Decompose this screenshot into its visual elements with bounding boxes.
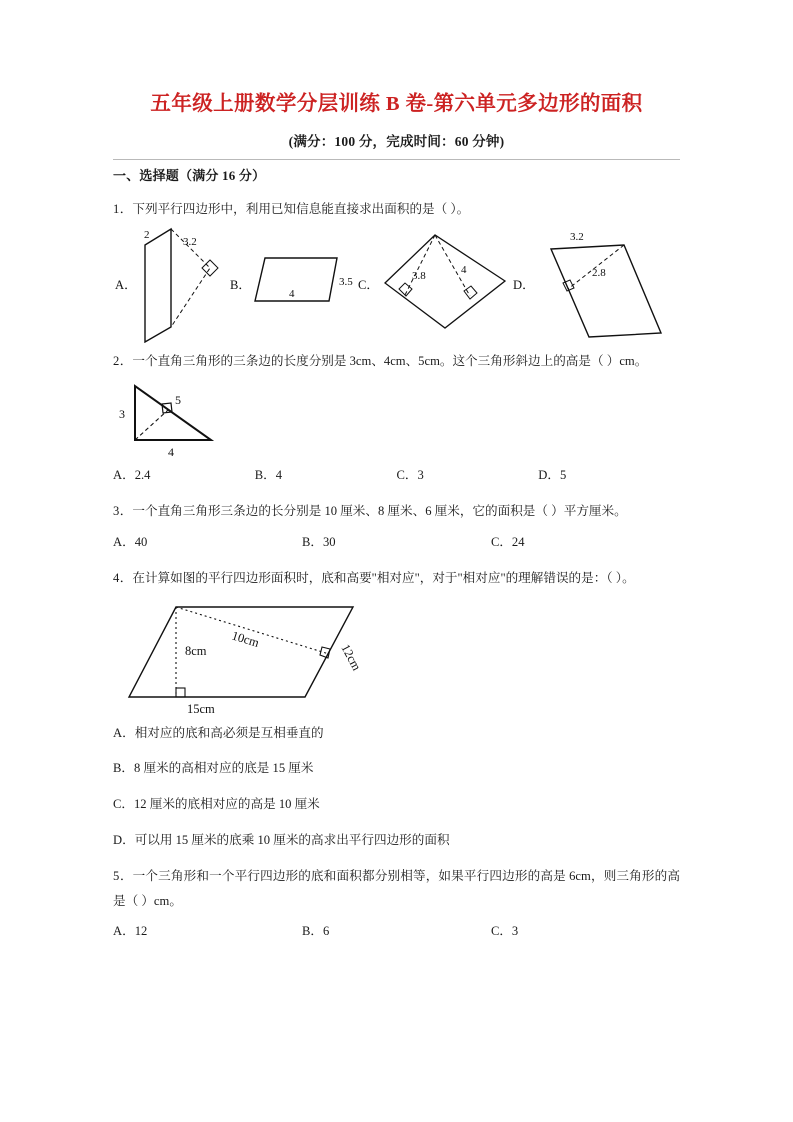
question-2-text — [113, 349, 680, 374]
page-subtitle: (满分：100 分，完成时间：60 分钟) — [288, 133, 505, 149]
section-heading-choice: 一、选择题（满分 16 分） — [113, 167, 266, 183]
q2-option-b[interactable]: B．4 — [254, 467, 283, 482]
page-content — [113, 0, 680, 944]
q4-side-label: 12cm — [338, 641, 364, 673]
question-5-number: 5 — [113, 869, 120, 884]
question-3-text — [113, 499, 680, 524]
option-a-label: A． — [115, 278, 137, 293]
option-d-label: D． — [513, 278, 535, 293]
q5-option-b[interactable]: B．6 — [301, 924, 330, 939]
q4-option-c[interactable]: C．12 厘米的底相对应的高是 10 厘米 — [113, 797, 320, 811]
q2-base-length: 4 — [168, 444, 174, 459]
question-5-text — [113, 864, 680, 913]
question-4-options — [113, 721, 680, 852]
option-c-label: C． — [358, 278, 379, 293]
q5-option-a[interactable]: A．12 — [113, 924, 148, 939]
question-4-body: ．在计算如图的平行四边形面积时，底和高要"相对应"，对于"相对应"的理解错误的是：（ ）。 — [119, 571, 635, 586]
q3-option-a[interactable]: A．40 — [113, 534, 148, 549]
question-5-body: ．一个三角形和一个平行四边形的底和面积都分别相等，如果平行四边形的高是 6cm，则三角形的高是（ ）cm。 — [113, 869, 680, 908]
question-4-figure — [113, 597, 680, 719]
question-1-body: ．下列平行四边形中，利用已知信息能直接求出面积的是（ ）。 — [119, 201, 470, 216]
question-4-figure-svg — [113, 597, 680, 719]
question-2-number: 2 — [113, 354, 120, 369]
question-3-number: 3 — [113, 504, 120, 519]
q4-vertical-height-label: 8cm — [185, 643, 207, 658]
question-2-figure-svg — [113, 378, 680, 463]
question-2-figure — [113, 378, 680, 463]
question-3-options — [113, 530, 680, 555]
option-b-base-length: 4 — [289, 288, 295, 301]
question-4-text — [113, 566, 680, 591]
q2-option-c[interactable]: C．3 — [396, 467, 424, 482]
option-c-height-1: 3.8 — [412, 270, 426, 283]
question-1-figures — [113, 223, 680, 343]
option-b-side-length: 3.5 — [339, 276, 353, 289]
option-a-height-length: 3.2 — [183, 236, 197, 249]
q4-option-b[interactable]: B．8 厘米的高相对应的底是 15 厘米 — [113, 761, 314, 776]
question-2-options — [113, 463, 680, 488]
question-2-body: ．一个直角三角形的三条边的长度分别是 3cm、4cm、5cm。这个三角形斜边上的高是（ ）cm。 — [119, 354, 648, 369]
q2-hypotenuse-length: 5 — [175, 392, 181, 407]
option-a-top-length: 2 — [144, 229, 150, 242]
option-d-top-length: 3.2 — [570, 231, 584, 244]
question-4-number: 4 — [113, 571, 120, 586]
q5-option-c[interactable]: C．3 — [490, 924, 519, 939]
page-title: 五年级上册数学分层训练 B 卷-第六单元多边形的面积 — [150, 93, 643, 115]
option-b-label: B． — [230, 278, 251, 293]
option-c-height-2: 4 — [461, 264, 467, 277]
question-1-number: 1 — [113, 201, 120, 216]
q4-diagonal-height-label: 10cm — [230, 628, 261, 650]
q3-option-c[interactable]: C．24 — [490, 534, 525, 549]
q2-option-a[interactable]: A．2.4 — [113, 467, 151, 482]
q4-base-label: 15cm — [187, 701, 215, 716]
q2-option-d[interactable]: D．5 — [538, 467, 567, 482]
question-5-options — [113, 919, 680, 944]
q3-option-b[interactable]: B．30 — [301, 534, 336, 549]
q4-option-d[interactable]: D．可以用 15 厘米的底乘 10 厘米的高求出平行四边形的面积 — [113, 832, 450, 847]
option-d-height-length: 2.8 — [592, 267, 606, 280]
q4-option-a[interactable]: A．相对应的底和高必须是互相垂直的 — [113, 725, 324, 740]
question-1-text — [113, 197, 680, 222]
section-divider — [113, 159, 680, 160]
question-1-figure-svg — [113, 223, 680, 343]
q2-vertical-length: 3 — [119, 406, 125, 421]
question-3-body: ．一个直角三角形三条边的长分别是 10 厘米、8 厘米、6 厘米，它的面积是（ ）平方厘米。 — [119, 504, 627, 519]
